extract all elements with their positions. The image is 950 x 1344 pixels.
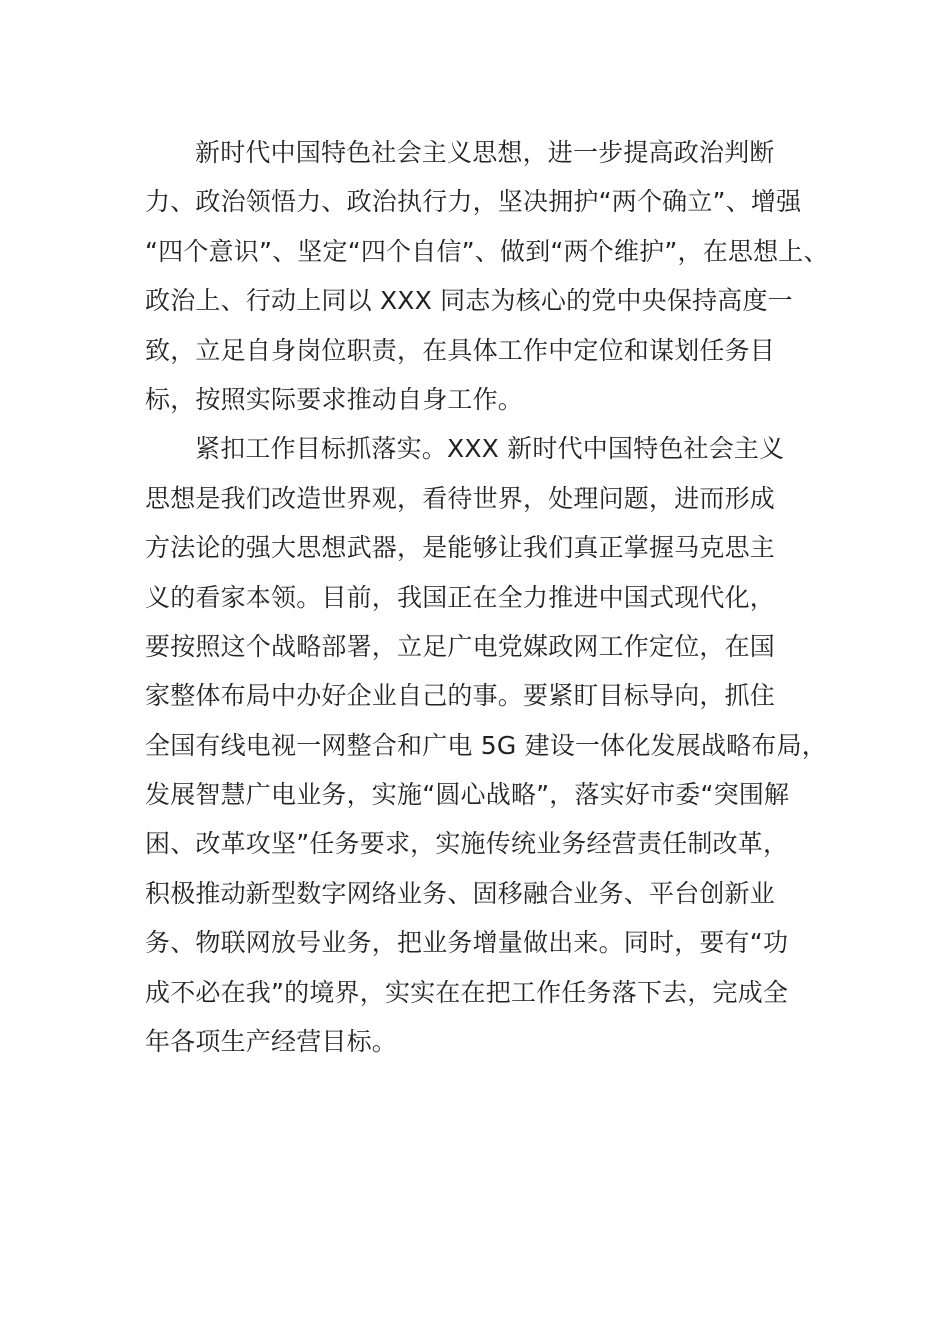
- paragraph-line: 政治上、行动上同以 XXX 同志为核心的党中央保持高度一: [145, 286, 793, 316]
- paragraph-line: “四个意识”、坚定“四个自信”、做到“两个维护”，在思想上、: [145, 236, 829, 266]
- body-text: [145, 128, 845, 1066]
- paragraph-line: 积极推动新型数字网络业务、固移融合业务、平台创新业: [145, 878, 776, 908]
- paragraph-line: 力、政治领悟力、政治执行力，坚决拥护“两个确立”、增强: [145, 187, 802, 217]
- paragraph-line: 发展智慧广电业务，实施“圆心战略”，落实好市委“突围解: [145, 780, 790, 810]
- paragraph-line: 全国有线电视一网整合和广电 5G 建设一体化发展战略布局，: [145, 730, 827, 760]
- paragraph-2: [145, 424, 845, 1066]
- paragraph-line: 紧扣工作目标抓落实。XXX 新时代中国特色社会主义: [195, 434, 785, 464]
- paragraph-line: 新时代中国特色社会主义思想，进一步提高政治判断: [195, 138, 775, 167]
- paragraph-line: 务、物联网放号业务，把业务增量做出来。同时，要有“功: [145, 928, 789, 958]
- paragraph-line: 方法论的强大思想武器，是能够让我们真正掌握马克思主: [145, 533, 776, 563]
- paragraph-line: 家整体布局中办好企业自己的事。要紧盯目标导向，抓住: [145, 681, 776, 711]
- paragraph-line: 年各项生产经营目标。: [145, 1027, 398, 1057]
- paragraph-line: 成不必在我”的境界，实实在在把工作任务落下去，完成全: [145, 977, 789, 1007]
- paragraph-line: 思想是我们改造世界观，看待世界，处理问题，进而形成: [145, 483, 776, 513]
- paragraph-line: 要按照这个战略部署，立足广电党媒政网工作定位，在国: [145, 631, 776, 661]
- paragraph-line: 标，按照实际要求推动自身工作。: [145, 384, 524, 414]
- paragraph-line: 致，立足自身岗位职责，在具体工作中定位和谋划任务目: [145, 335, 776, 365]
- paragraph-1: [145, 128, 845, 424]
- paragraph-line: 义的看家本领。目前，我国正在全力推进中国式现代化，: [145, 582, 776, 612]
- paragraph-line: 困、改革攻坚”任务要求，实施传统业务经营责任制改革，: [145, 829, 789, 859]
